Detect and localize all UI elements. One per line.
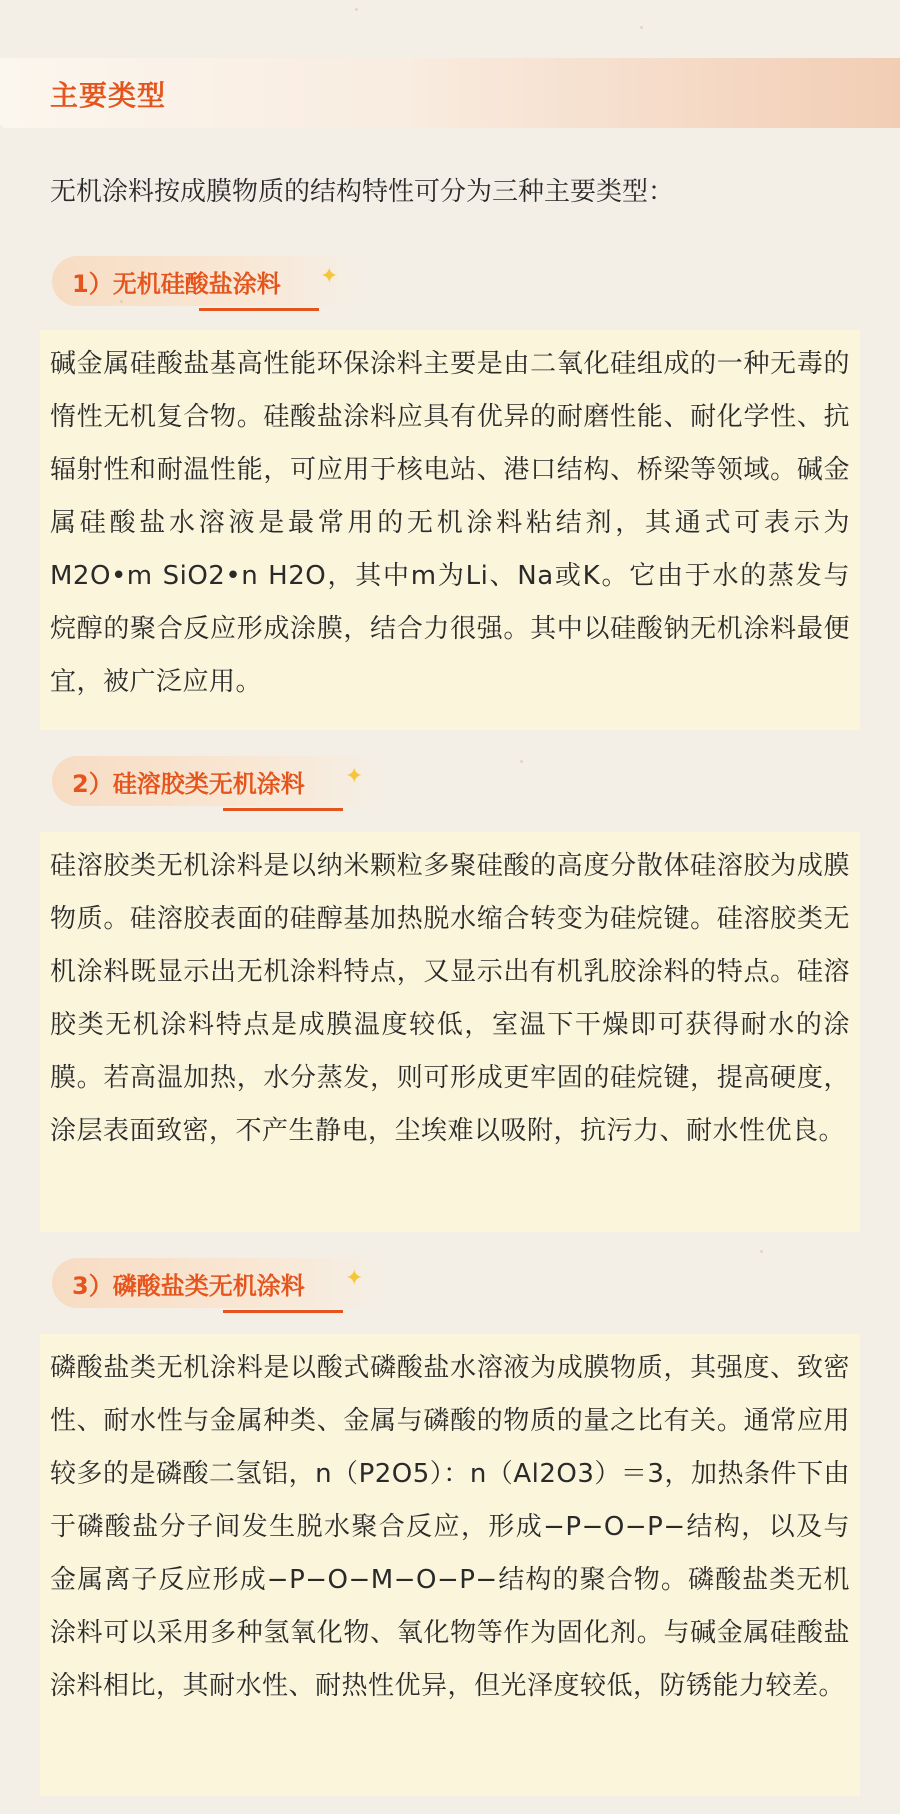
section-heading-3 [52,1258,387,1308]
section-heading-text: 3）磷酸盐类无机涂料 [72,1271,305,1300]
section-heading-1 [52,256,362,306]
sparkle-icon: ✦ [320,264,339,289]
section-body-box-1 [40,330,860,730]
heading-underline [199,308,319,311]
section-body-box-2 [40,832,860,1232]
heading-underline [223,808,343,811]
section-body-1: 碱金属硅酸盐基高性能环保涂料主要是由二氧化硅组成的一种无毒的惰性无机复合物。硅酸盐涂料应具有优异的耐磨性能、耐化学性、抗辐射性和耐温性能，可应用于核电站、港口结构、桥梁等领域。碱金属硅酸盐水溶液是最常用的无机涂料粘结剂，其通式可表示为M2O•m SiO2•n H2O，其中m为Li、Na或K。它由于水的蒸发与烷醇的聚合反应形成涂膜，结合力很强。其中以硅酸钠无机涂料最便宜，被广泛应用。 [50,349,850,697]
texture-fleck [760,1250,763,1253]
section-heading-text: 2）硅溶胶类无机涂料 [72,769,305,798]
texture-fleck [120,300,123,303]
section-body-box-3 [40,1334,860,1796]
intro-text: 无机涂料按成膜物质的结构特性可分为三种主要类型： [50,177,675,207]
sparkle-icon: ✦ [345,764,364,789]
texture-fleck [640,26,643,29]
section-body-2: 硅溶胶类无机涂料是以纳米颗粒多聚硅酸的高度分散体硅溶胶为成膜物质。硅溶胶表面的硅醇基加热脱水缩合转变为硅烷键。硅溶胶类无机涂料既显示出无机涂料特点，又显示出有机乳胶涂料的特点。硅溶胶类无机涂料特点是成膜温度较低，室温下干燥即可获得耐水的涂膜。若高温加热，水分蒸发，则可形成更牢固的硅烷键，提高硬度，涂层表面致密，不产生静电，尘埃难以吸附，抗污力、耐水性优良。 [50,851,850,1146]
sparkle-icon: ✦ [345,1266,364,1291]
section-body-3: 磷酸盐类无机涂料是以酸式磷酸盐水溶液为成膜物质，其强度、致密性、耐水性与金属种类、金属与磷酸的物质的量之比有关。通常应用较多的是磷酸二氢铝，n（P2O5）：n（Al2O3）＝3，加热条件下由于磷酸盐分子间发生脱水聚合反应，形成−P−O−P−结构，以及与金属离子反应形成−P−O−M−O−P−结构的聚合物。磷酸盐类无机涂料可以采用多种氢氧化物、氧化物等作为固化剂。与碱金属硅酸盐涂料相比，其耐水性、耐热性优异，但光泽度较低，防锈能力较差。 [50,1353,850,1701]
section-heading-label [72,764,305,799]
section-heading-label [72,1266,305,1301]
page-title: 主要类型 [50,79,167,112]
texture-fleck [355,8,358,11]
texture-fleck [520,760,523,763]
section-heading-text: 1）无机硅酸盐涂料 [72,269,281,298]
heading-underline [223,1310,343,1313]
section-heading-2 [52,756,387,806]
section-heading-label [72,264,281,299]
